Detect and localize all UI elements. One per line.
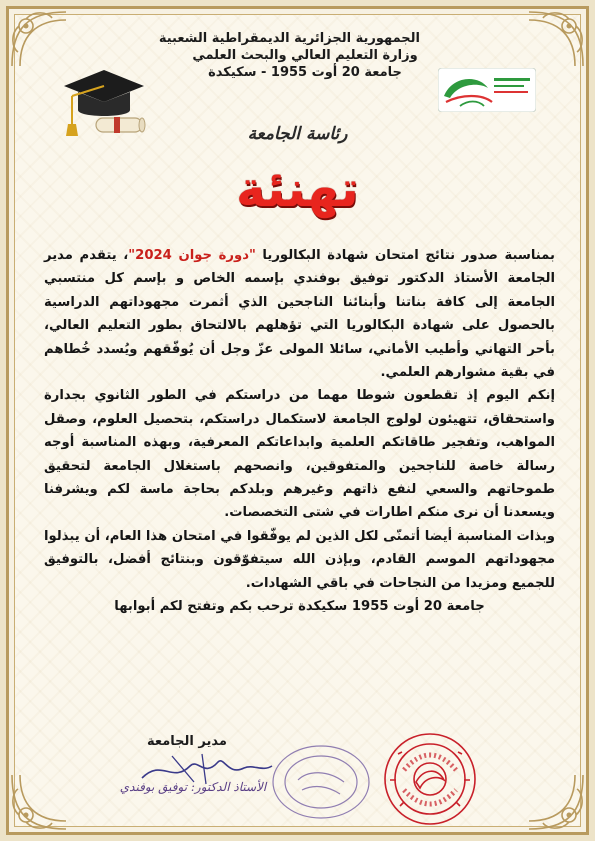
republic-name: الجمهورية الجزائرية الديمقراطية الشعبية bbox=[158, 31, 420, 46]
paragraph-1-start: بمناسبة صدور نتائج امتحان شهادة البكالوريا bbox=[255, 248, 555, 263]
corner-ornament-top-left bbox=[8, 8, 70, 70]
paragraph-2: إنكم اليوم إذ تقطعون شوطا مهما من دراستكم في الطور الثانوي بجدارة واستحقاق، تتهيئون لولوج الجامعة لاستكمال دراستكم، بتحصيل العلوم، وصقل المواهب، وتفجير طاقاتكم العلمية وابداعاتكم المعرفية، وبهذه المناسبة أوجه رسالة خاصة للناجحين والمتفوقين، وانصحهم باستغلال الجامعة لتحقيق طموحاتهم والسعي لنفع ذاتهم وغيرهم وبلدكم بحاجة ماسة لكم ويشرفنا ويسعدنا أن نرى منكم اطارات في شتى التخصصات. bbox=[44, 388, 555, 521]
congratulations-title: تهنئة bbox=[236, 160, 359, 218]
signature-title: مدير الجامعة bbox=[147, 734, 227, 749]
university-name: جامعة 20 أوت 1955 - سكيكدة bbox=[208, 65, 402, 80]
university-logo bbox=[438, 68, 536, 112]
paragraph-1-end: ، يتقدم مدير الجامعة الأستاذ الدكتور توفيق بوفندي بإسمه الخاص و بإسم كل منتسبي الجامعة إلى كافة بناتنا وأبنائنا الناجحين الذي أثمرت مجهوداتهم الدراسية بالحصول على شهادة البكالوريا التي تؤهلهم بالالتحاق بطور التعليم العالي، بأحر التهاني وأطيب الأماني، سائلا المولى عزّ وجل أن يُوفّقهم ويُسدد خُطاهم في بقية مشوارهم العلمي. bbox=[44, 248, 555, 381]
corner-ornament-bottom-left bbox=[8, 771, 70, 833]
director-name-stamp: الأستاذ الدكتور: توفيق بوفندي bbox=[119, 780, 267, 794]
corner-ornament-top-right bbox=[525, 8, 587, 70]
letter-body bbox=[44, 244, 555, 619]
ministry-name: وزارة التعليم العالي والبحث العلمي bbox=[192, 48, 418, 63]
session-highlight: "دورة جوان 2024" bbox=[128, 248, 256, 263]
closing-line: جامعة 20 أوت 1955 سكيكدة ترحب بكم وتفتح لكم أبوابها bbox=[114, 599, 485, 615]
letterhead bbox=[158, 30, 420, 81]
university-seal bbox=[380, 730, 480, 828]
signature-block bbox=[112, 734, 262, 749]
paragraph-3: وبذات المناسبة أيضا أتمنّى لكل الذين لم يوفّقوا في امتحان هذا العام، أن يبذلوا مجهوداتهم الموسم القادم، وبإذن الله سيتفوّقون وبنتائج أفضل، بالتوفيق للجميع ومزيدا من النجاحات في باقي الشهادات. bbox=[44, 528, 555, 591]
presidency-heading: رئاسة الجامعة bbox=[247, 124, 348, 144]
corner-ornament-bottom-right bbox=[525, 771, 587, 833]
official-stamp bbox=[268, 740, 374, 824]
paragraph-1 bbox=[44, 244, 555, 384]
